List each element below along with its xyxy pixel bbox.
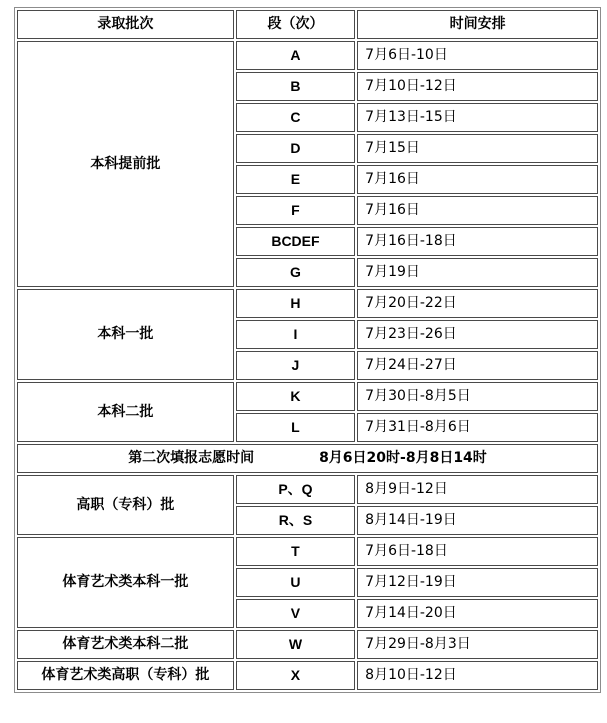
header-schedule: 时间安排 [357, 10, 598, 39]
table-row [17, 289, 598, 318]
schedule-cell: 7月13日-15日 [357, 103, 598, 132]
segment-cell: U [236, 568, 355, 597]
second-fill-section [17, 444, 598, 473]
batch-cell: 本科提前批 [17, 41, 234, 287]
schedule-cell: 7月29日-8月3日 [357, 630, 598, 659]
segment-cell: B [236, 72, 355, 101]
schedule-cell: 7月14日-20日 [357, 599, 598, 628]
segment-cell: K [236, 382, 355, 411]
segment-cell: X [236, 661, 355, 690]
schedule-cell: 7月6日-10日 [357, 41, 598, 70]
second-fill-time: 8月6日20时-8月8日14时 [319, 450, 487, 466]
table-row [17, 41, 598, 70]
segment-cell: G [236, 258, 355, 287]
schedule-cell: 7月16日 [357, 165, 598, 194]
schedule-cell: 7月15日 [357, 134, 598, 163]
segment-cell: E [236, 165, 355, 194]
batch-cell: 高职（专科）批 [17, 475, 234, 535]
segment-cell: F [236, 196, 355, 225]
second-fill-row [17, 444, 598, 473]
segment-cell: P、Q [236, 475, 355, 504]
segment-cell: L [236, 413, 355, 442]
second-fill-label: 第二次填报志愿时间 [128, 450, 255, 466]
header-batch: 录取批次 [17, 10, 234, 39]
batch-cell: 本科二批 [17, 382, 234, 442]
segment-cell: R、S [236, 506, 355, 535]
schedule-cell: 7月31日-8月6日 [357, 413, 598, 442]
table-row [17, 475, 598, 504]
segment-cell: T [236, 537, 355, 566]
schedule-cell: 7月6日-18日 [357, 537, 598, 566]
schedule-cell: 8月9日-12日 [357, 475, 598, 504]
segment-cell: W [236, 630, 355, 659]
batch-cell: 体育艺术类高职（专科）批 [17, 661, 234, 690]
header-segment: 段（次） [236, 10, 355, 39]
schedule-cell: 7月16日 [357, 196, 598, 225]
schedule-cell: 7月10日-12日 [357, 72, 598, 101]
schedule-cell: 7月24日-27日 [357, 351, 598, 380]
schedule-body-first [17, 41, 598, 442]
schedule-body-second [17, 475, 598, 690]
table-row [17, 537, 598, 566]
batch-cell: 体育艺术类本科二批 [17, 630, 234, 659]
segment-cell: D [236, 134, 355, 163]
segment-cell: J [236, 351, 355, 380]
admission-schedule-table [14, 7, 601, 693]
table-row [17, 382, 598, 411]
segment-cell: BCDEF [236, 227, 355, 256]
schedule-cell: 7月19日 [357, 258, 598, 287]
schedule-cell: 8月14日-19日 [357, 506, 598, 535]
second-fill-cell [17, 444, 598, 473]
segment-cell: A [236, 41, 355, 70]
schedule-cell: 7月12日-19日 [357, 568, 598, 597]
schedule-cell: 8月10日-12日 [357, 661, 598, 690]
schedule-cell: 7月16日-18日 [357, 227, 598, 256]
segment-cell: H [236, 289, 355, 318]
schedule-cell: 7月20日-22日 [357, 289, 598, 318]
segment-cell: I [236, 320, 355, 349]
table-row [17, 661, 598, 690]
batch-cell: 本科一批 [17, 289, 234, 380]
segment-cell: C [236, 103, 355, 132]
segment-cell: V [236, 599, 355, 628]
schedule-cell: 7月30日-8月5日 [357, 382, 598, 411]
schedule-cell: 7月23日-26日 [357, 320, 598, 349]
table-row [17, 630, 598, 659]
batch-cell: 体育艺术类本科一批 [17, 537, 234, 628]
header-row [17, 10, 598, 39]
